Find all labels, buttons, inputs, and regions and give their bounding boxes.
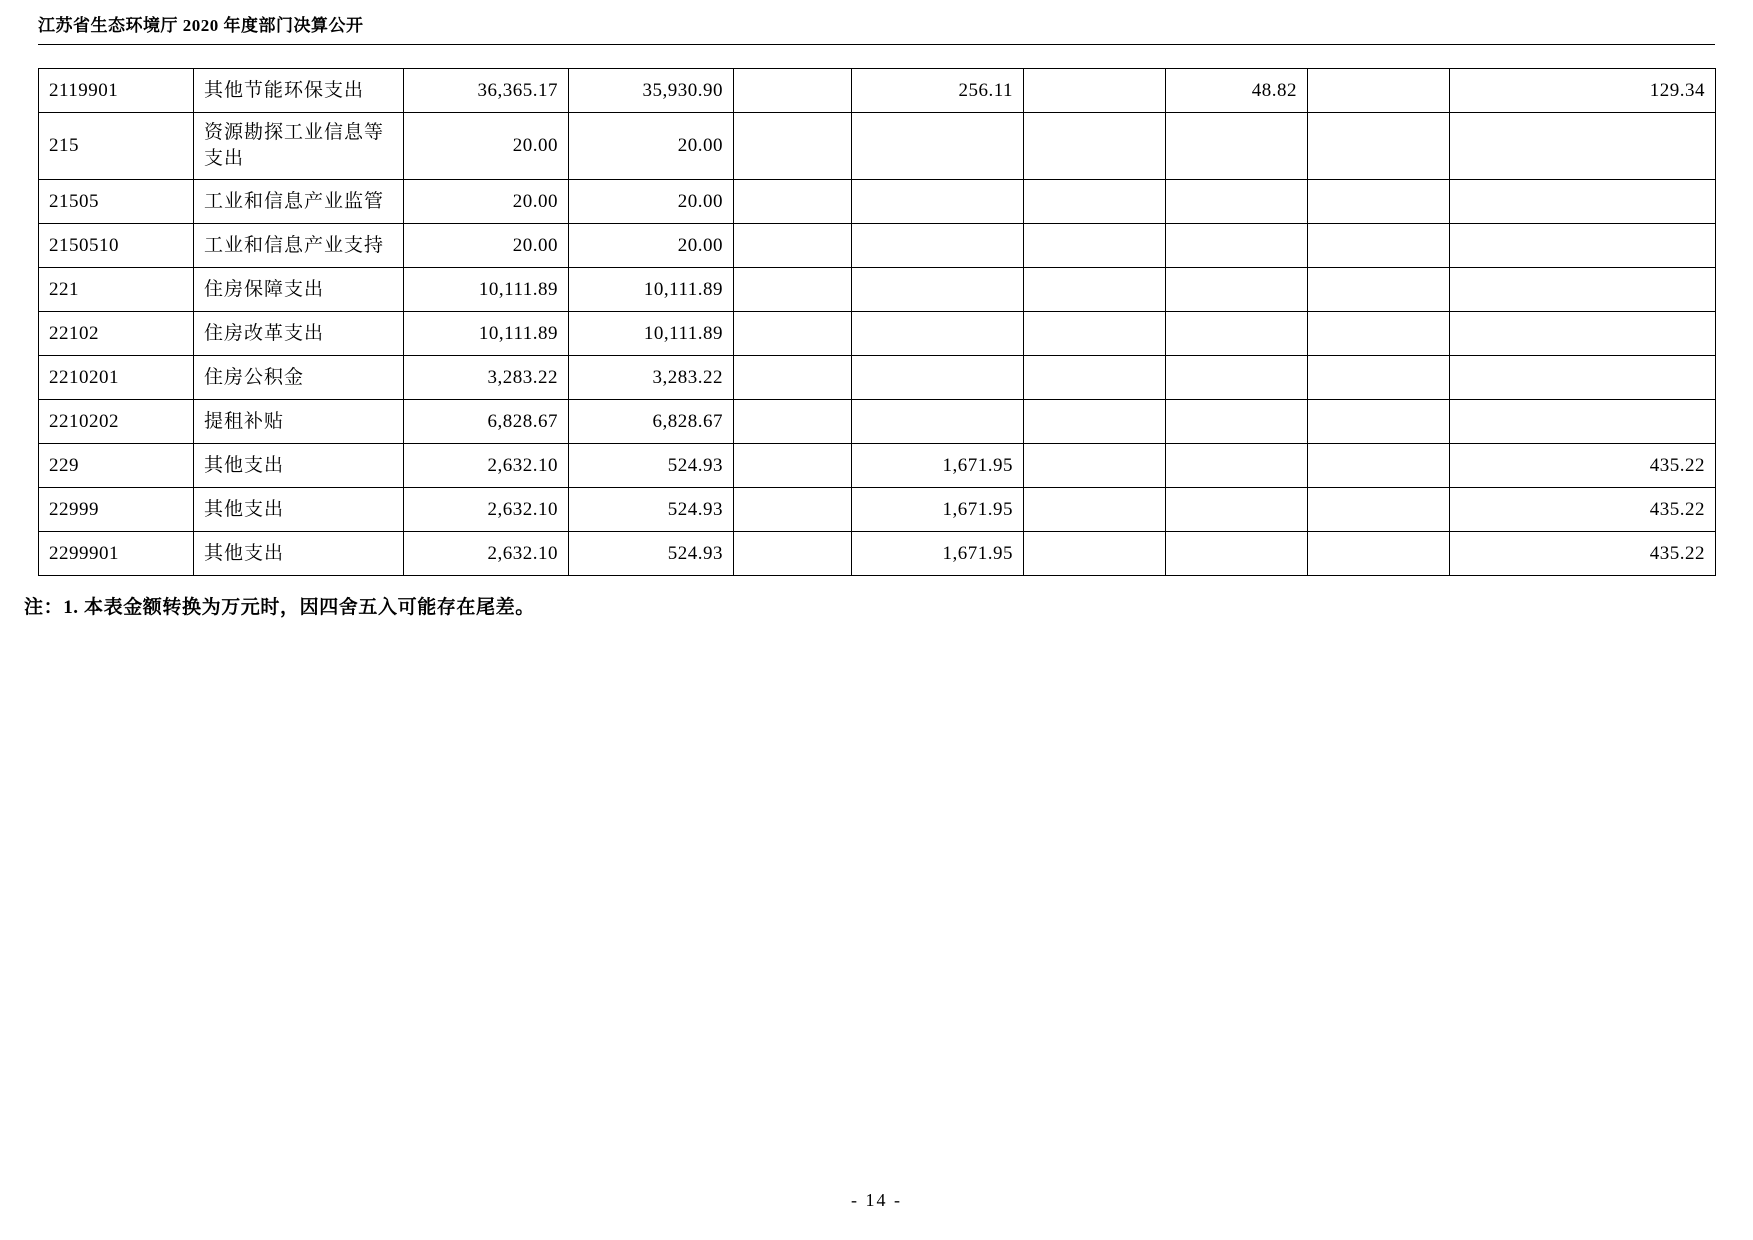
row-value-v5 (1024, 532, 1166, 576)
row-value-v2: 20.00 (569, 180, 734, 224)
row-value-v8 (1450, 180, 1716, 224)
row-value-v8 (1450, 268, 1716, 312)
row-value-v2: 20.00 (569, 224, 734, 268)
row-value-v6 (1166, 532, 1308, 576)
row-value-v6 (1166, 113, 1308, 180)
row-name: 住房改革支出 (194, 312, 404, 356)
table-note: 注：1. 本表金额转换为万元时，因四舍五入可能存在尾差。 (24, 597, 535, 618)
row-value-v7 (1308, 268, 1450, 312)
row-value-v3 (734, 400, 852, 444)
row-value-v6 (1166, 268, 1308, 312)
row-value-v4 (852, 224, 1024, 268)
row-value-v1: 10,111.89 (404, 312, 569, 356)
row-value-v4: 1,671.95 (852, 532, 1024, 576)
row-value-v7 (1308, 224, 1450, 268)
row-value-v3 (734, 312, 852, 356)
row-code: 2210201 (39, 356, 194, 400)
row-code: 22999 (39, 488, 194, 532)
row-value-v3 (734, 444, 852, 488)
row-value-v6 (1166, 444, 1308, 488)
header-title: 江苏省生态环境厅 2020 年度部门决算公开 (38, 16, 364, 35)
row-value-v1: 2,632.10 (404, 532, 569, 576)
row-value-v6 (1166, 180, 1308, 224)
row-value-v5 (1024, 400, 1166, 444)
row-value-v1: 10,111.89 (404, 268, 569, 312)
row-value-v8 (1450, 224, 1716, 268)
table-row (39, 312, 1716, 356)
budget-table (38, 68, 1716, 576)
row-name: 其他支出 (194, 532, 404, 576)
row-name: 住房保障支出 (194, 268, 404, 312)
table-row (39, 400, 1716, 444)
row-value-v2: 3,283.22 (569, 356, 734, 400)
row-value-v4 (852, 113, 1024, 180)
row-value-v4 (852, 356, 1024, 400)
table-row (39, 268, 1716, 312)
row-value-v6 (1166, 356, 1308, 400)
row-value-v8: 435.22 (1450, 488, 1716, 532)
row-value-v2: 10,111.89 (569, 268, 734, 312)
table-row (39, 356, 1716, 400)
row-value-v7 (1308, 444, 1450, 488)
row-value-v2: 6,828.67 (569, 400, 734, 444)
row-value-v5 (1024, 113, 1166, 180)
row-value-v1: 3,283.22 (404, 356, 569, 400)
row-value-v4: 1,671.95 (852, 444, 1024, 488)
row-name: 其他节能环保支出 (194, 69, 404, 113)
row-value-v6: 48.82 (1166, 69, 1308, 113)
budget-table-body (39, 69, 1716, 576)
row-value-v4 (852, 400, 1024, 444)
row-value-v8 (1450, 400, 1716, 444)
row-value-v7 (1308, 532, 1450, 576)
row-value-v1: 20.00 (404, 180, 569, 224)
table-row (39, 532, 1716, 576)
row-value-v2: 20.00 (569, 113, 734, 180)
row-value-v4: 256.11 (852, 69, 1024, 113)
row-code: 21505 (39, 180, 194, 224)
row-value-v3 (734, 224, 852, 268)
row-value-v3 (734, 532, 852, 576)
table-row (39, 113, 1716, 180)
row-value-v5 (1024, 69, 1166, 113)
budget-table-container (38, 68, 1715, 576)
row-value-v3 (734, 113, 852, 180)
row-value-v1: 20.00 (404, 224, 569, 268)
row-value-v2: 35,930.90 (569, 69, 734, 113)
row-value-v8: 129.34 (1450, 69, 1716, 113)
row-value-v3 (734, 356, 852, 400)
row-code: 2119901 (39, 69, 194, 113)
row-value-v4 (852, 312, 1024, 356)
row-value-v1: 2,632.10 (404, 444, 569, 488)
row-value-v1: 6,828.67 (404, 400, 569, 444)
row-code: 215 (39, 113, 194, 180)
row-value-v7 (1308, 180, 1450, 224)
row-code: 22102 (39, 312, 194, 356)
row-value-v5 (1024, 180, 1166, 224)
row-value-v7 (1308, 312, 1450, 356)
row-value-v7 (1308, 488, 1450, 532)
row-value-v8 (1450, 356, 1716, 400)
row-value-v2: 524.93 (569, 532, 734, 576)
row-name: 其他支出 (194, 488, 404, 532)
row-value-v2: 524.93 (569, 444, 734, 488)
row-name: 工业和信息产业支持 (194, 224, 404, 268)
table-row (39, 444, 1716, 488)
table-row (39, 180, 1716, 224)
row-value-v5 (1024, 268, 1166, 312)
row-name: 其他支出 (194, 444, 404, 488)
row-name: 工业和信息产业监管 (194, 180, 404, 224)
row-code: 229 (39, 444, 194, 488)
row-code: 221 (39, 268, 194, 312)
row-value-v7 (1308, 69, 1450, 113)
row-value-v1: 20.00 (404, 113, 569, 180)
row-value-v2: 524.93 (569, 488, 734, 532)
row-name: 资源勘探工业信息等支出 (194, 113, 404, 180)
row-value-v4 (852, 180, 1024, 224)
row-value-v5 (1024, 444, 1166, 488)
row-value-v5 (1024, 488, 1166, 532)
row-code: 2210202 (39, 400, 194, 444)
row-value-v7 (1308, 356, 1450, 400)
table-row (39, 224, 1716, 268)
page-header (38, 14, 1715, 45)
row-value-v1: 36,365.17 (404, 69, 569, 113)
page-number: - 14 - (851, 1190, 902, 1210)
row-value-v6 (1166, 400, 1308, 444)
row-value-v8 (1450, 113, 1716, 180)
row-value-v3 (734, 268, 852, 312)
row-value-v8: 435.22 (1450, 444, 1716, 488)
row-value-v1: 2,632.10 (404, 488, 569, 532)
row-value-v5 (1024, 224, 1166, 268)
row-value-v2: 10,111.89 (569, 312, 734, 356)
row-code: 2299901 (39, 532, 194, 576)
row-value-v7 (1308, 113, 1450, 180)
row-value-v4 (852, 268, 1024, 312)
header-divider (38, 44, 1715, 45)
row-value-v3 (734, 488, 852, 532)
row-value-v8: 435.22 (1450, 532, 1716, 576)
row-name: 住房公积金 (194, 356, 404, 400)
row-value-v4: 1,671.95 (852, 488, 1024, 532)
row-value-v6 (1166, 224, 1308, 268)
row-value-v3 (734, 69, 852, 113)
row-name: 提租补贴 (194, 400, 404, 444)
row-value-v3 (734, 180, 852, 224)
row-value-v5 (1024, 356, 1166, 400)
row-value-v6 (1166, 312, 1308, 356)
row-value-v6 (1166, 488, 1308, 532)
row-value-v7 (1308, 400, 1450, 444)
row-value-v8 (1450, 312, 1716, 356)
table-row (39, 69, 1716, 113)
table-row (39, 488, 1716, 532)
row-value-v5 (1024, 312, 1166, 356)
row-code: 2150510 (39, 224, 194, 268)
